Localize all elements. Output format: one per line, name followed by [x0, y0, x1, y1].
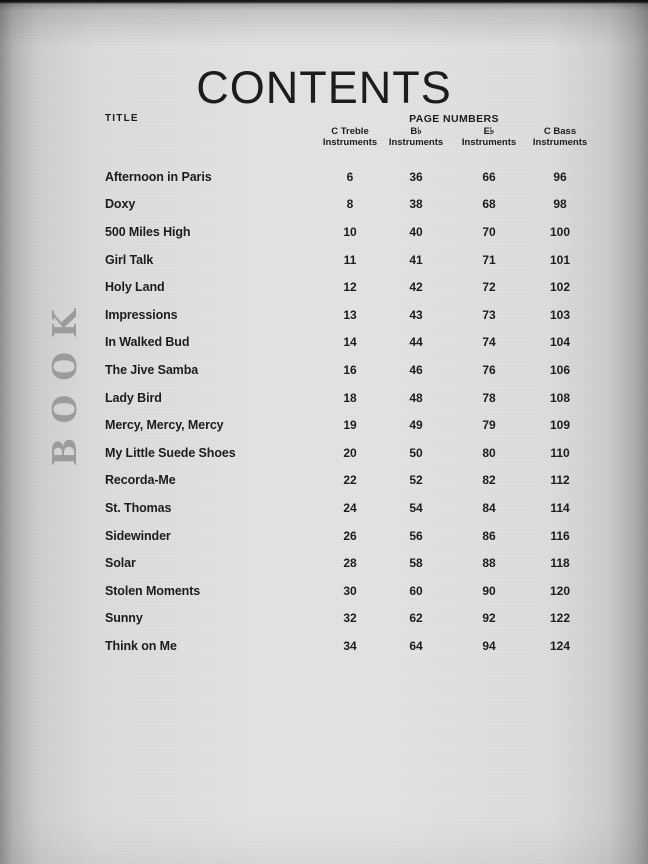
- page-number: 82: [482, 473, 496, 488]
- page-title: CONTENTS: [196, 62, 452, 113]
- page-number: 16: [343, 362, 357, 377]
- table-subheader-row: [105, 125, 591, 152]
- column-header-line1: B♭: [410, 126, 422, 137]
- song-title: My Little Suede Shoes: [105, 445, 236, 460]
- table-row: [105, 246, 591, 274]
- table-header-row: [105, 112, 591, 125]
- page-number: 50: [409, 445, 423, 460]
- page-number: 19: [343, 418, 357, 433]
- page-number: 100: [549, 224, 571, 239]
- page-number: 8: [346, 197, 354, 212]
- column-header-line2: Instruments: [461, 137, 517, 148]
- page-number: 48: [409, 390, 423, 405]
- song-title: Sidewinder: [105, 528, 171, 543]
- page-number: 36: [409, 169, 423, 184]
- page-number: 14: [343, 335, 357, 350]
- table-row: [105, 218, 591, 246]
- page-number: 64: [409, 638, 423, 653]
- page-number: 79: [482, 418, 496, 433]
- table-row: [105, 384, 591, 412]
- page-number: 58: [409, 556, 423, 571]
- page-number: 76: [482, 362, 496, 377]
- page-number: 101: [549, 252, 571, 267]
- page-number: 106: [549, 362, 571, 377]
- page-number: 60: [409, 583, 423, 598]
- column-header-title: TITLE: [105, 113, 139, 124]
- column-header-line2: Instruments: [388, 137, 444, 148]
- table-row: [105, 439, 591, 467]
- song-title: Think on Me: [105, 638, 177, 653]
- column-header-line1: C Bass: [543, 126, 577, 137]
- page-number: 118: [550, 556, 570, 571]
- song-title: Sunny: [105, 611, 143, 626]
- page-number: 80: [482, 445, 496, 460]
- page-number: 78: [482, 390, 496, 405]
- spine-label-book: BOOK: [45, 295, 84, 466]
- page-number: 86: [482, 528, 496, 543]
- page-number: 13: [343, 307, 357, 322]
- page-number: 62: [409, 611, 423, 626]
- page-number: 90: [482, 583, 496, 598]
- table-row: [105, 329, 591, 357]
- table-row: [105, 163, 591, 191]
- table-row: [105, 605, 591, 633]
- page-number: 104: [549, 335, 571, 350]
- page-number: 49: [409, 418, 423, 433]
- page-number: 74: [482, 335, 496, 350]
- page-number: 68: [482, 197, 496, 212]
- page-number: 109: [549, 418, 571, 433]
- table-row: [105, 301, 591, 329]
- table-row: [105, 191, 591, 219]
- page-number: 46: [409, 362, 423, 377]
- page-number: 94: [482, 638, 496, 653]
- song-title: 500 Miles High: [105, 224, 191, 239]
- table-row: [105, 467, 591, 495]
- page-number: 116: [550, 528, 570, 543]
- song-title: Girl Talk: [105, 252, 154, 267]
- page-number: 30: [343, 583, 357, 598]
- page-number: 124: [549, 638, 571, 653]
- page-number: 66: [482, 169, 496, 184]
- page-number: 12: [343, 280, 357, 295]
- page-number: 110: [550, 445, 570, 460]
- page-number: 11: [343, 252, 357, 267]
- page-number: 88: [482, 556, 496, 571]
- page-number: 72: [482, 280, 496, 295]
- column-header-page-numbers: PAGE NUMBERS: [409, 112, 499, 125]
- page-number: 18: [343, 390, 357, 405]
- page-number: 24: [343, 500, 357, 515]
- page-number: 10: [343, 224, 357, 239]
- contents-table: [105, 112, 591, 660]
- song-title: Mercy, Mercy, Mercy: [105, 418, 224, 433]
- page-number: 73: [482, 307, 496, 322]
- page-number: 108: [549, 390, 571, 405]
- page-number: 114: [550, 500, 570, 515]
- page-number: 112: [550, 473, 570, 488]
- column-header-line1: E♭: [483, 126, 495, 137]
- page-number: 20: [343, 445, 357, 460]
- page-number: 44: [409, 335, 423, 350]
- song-title: Holy Land: [105, 280, 165, 295]
- column-header-b-flat: [383, 126, 449, 148]
- column-header-line2: Instruments: [532, 137, 588, 148]
- page-number: 40: [409, 224, 423, 239]
- page-number: 38: [409, 197, 423, 212]
- song-title: The Jive Samba: [105, 362, 199, 377]
- column-header-c-bass: [529, 126, 591, 148]
- table-row: [105, 411, 591, 439]
- page-number: 98: [553, 197, 567, 212]
- song-title: Lady Bird: [105, 390, 162, 405]
- table-row: [105, 522, 591, 550]
- table-row: [105, 632, 591, 660]
- table-row: [105, 356, 591, 384]
- song-title: Impressions: [105, 307, 178, 322]
- page-number: 43: [409, 307, 423, 322]
- column-header-c-treble: [317, 126, 383, 148]
- column-header-e-flat: [449, 126, 529, 148]
- page-number: 42: [409, 280, 423, 295]
- table-row: [105, 549, 591, 577]
- song-title: Stolen Moments: [105, 583, 201, 598]
- table-row: [105, 577, 591, 605]
- page-number: 103: [549, 307, 571, 322]
- column-header-line1: C Treble: [331, 126, 369, 137]
- toc-rows: [105, 163, 591, 660]
- page-number: 22: [343, 473, 357, 488]
- page-number: 102: [549, 280, 571, 295]
- song-title: Doxy: [105, 197, 136, 212]
- column-header-line2: Instruments: [322, 137, 378, 148]
- page-number: 56: [409, 528, 423, 543]
- page-number: 92: [482, 611, 496, 626]
- song-title: Solar: [105, 556, 136, 571]
- song-title: Recorda-Me: [105, 473, 176, 488]
- table-row: [105, 494, 591, 522]
- page-number: 34: [343, 638, 357, 653]
- page-number: 54: [409, 500, 423, 515]
- page-number: 52: [409, 473, 423, 488]
- page-number: 96: [553, 169, 567, 184]
- song-title: St. Thomas: [105, 500, 172, 515]
- page-number: 28: [343, 556, 357, 571]
- table-row: [105, 273, 591, 301]
- song-title: Afternoon in Paris: [105, 169, 212, 184]
- page-number: 71: [482, 252, 496, 267]
- page-number: 26: [343, 528, 357, 543]
- page-number: 6: [346, 169, 354, 184]
- page-number: 122: [549, 611, 571, 626]
- page-number: 84: [482, 500, 496, 515]
- page-number: 41: [409, 252, 423, 267]
- page-number: 120: [549, 583, 571, 598]
- page-number: 70: [482, 224, 496, 239]
- song-title: In Walked Bud: [105, 335, 190, 350]
- page-number: 32: [343, 611, 357, 626]
